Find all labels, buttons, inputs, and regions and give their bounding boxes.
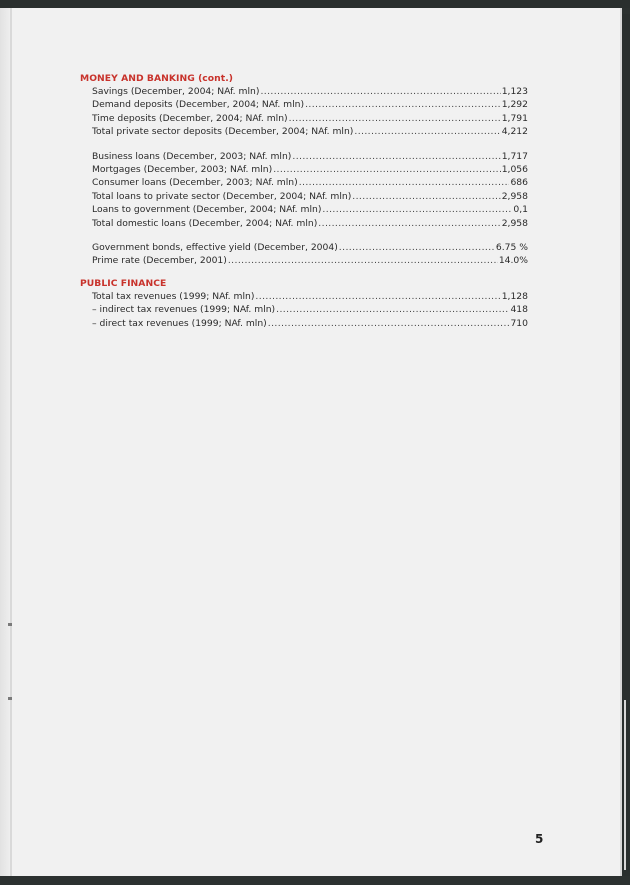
stat-row: Business loans (December, 2003; NAf. mln) ..... 1,717 bbox=[80, 150, 528, 163]
stat-row: Prime rate (December, 2001) ..... 14.0% bbox=[80, 254, 528, 267]
statistics-content bbox=[80, 72, 528, 330]
stat-row: Time deposits (December, 2004; NAf. mln) ..... 1,791 bbox=[80, 112, 528, 125]
margin-mark bbox=[8, 623, 12, 626]
dot-leader bbox=[228, 254, 498, 267]
dot-leader bbox=[289, 112, 501, 125]
rates-group bbox=[80, 241, 528, 268]
stat-row: Total loans to private sector (December, 2004; NAf. mln) ..... 2,958 bbox=[80, 190, 528, 203]
stat-row: Mortgages (December, 2003; NAf. mln) ..... 1,056 bbox=[80, 163, 528, 176]
dot-leader bbox=[299, 176, 510, 189]
binding-edge bbox=[10, 8, 12, 876]
dot-leader bbox=[255, 290, 500, 303]
stat-row: Consumer loans (December, 2003; NAf. mln) ..... 686 bbox=[80, 176, 528, 189]
scanner-background-top bbox=[0, 0, 630, 8]
dot-leader bbox=[305, 98, 501, 111]
stat-row: Total private sector deposits (December, 2004; NAf. mln) ..... 4,212 bbox=[80, 125, 528, 138]
page-edge-line bbox=[624, 700, 626, 870]
stat-row: Loans to government (December, 2004; NAf. mln) ..... 0,1 bbox=[80, 203, 528, 216]
tax-revenues-group bbox=[80, 290, 528, 330]
margin-mark bbox=[8, 697, 12, 700]
dot-leader bbox=[352, 190, 500, 203]
stat-row: – direct tax revenues (1999; NAf. mln) ..... 710 bbox=[80, 317, 528, 330]
deposits-group bbox=[80, 85, 528, 139]
stat-row: Government bonds, effective yield (December, 2004) ..... 6.75 % bbox=[80, 241, 528, 254]
stat-row: Savings (December, 2004; NAf. mln) ..... 1,123 bbox=[80, 85, 528, 98]
dot-leader bbox=[354, 125, 500, 138]
spacer bbox=[80, 268, 528, 277]
dot-leader bbox=[322, 203, 512, 216]
stat-row: Total tax revenues (1999; NAf. mln) ..... 1,128 bbox=[80, 290, 528, 303]
dot-leader bbox=[318, 217, 500, 230]
dot-leader bbox=[268, 317, 510, 330]
binding-shadow bbox=[0, 8, 10, 876]
stat-row: Total domestic loans (December, 2004; NAf. mln) ..... 2,958 bbox=[80, 217, 528, 230]
page-number: 5 bbox=[535, 832, 544, 846]
dot-leader bbox=[260, 85, 500, 98]
stat-row: Demand deposits (December, 2004; NAf. mln) ..... 1,292 bbox=[80, 98, 528, 111]
spacer bbox=[80, 230, 528, 241]
dot-leader bbox=[273, 163, 500, 176]
loans-group bbox=[80, 150, 528, 230]
section-title-public-finance: PUBLIC FINANCE bbox=[80, 277, 167, 289]
spacer bbox=[80, 139, 528, 150]
dot-leader bbox=[339, 241, 495, 254]
stat-row: – indirect tax revenues (1999; NAf. mln) ..... 418 bbox=[80, 303, 528, 316]
dot-leader bbox=[276, 303, 509, 316]
dot-leader bbox=[292, 150, 500, 163]
section-title-money-banking: MONEY AND BANKING (cont.) bbox=[80, 73, 233, 84]
